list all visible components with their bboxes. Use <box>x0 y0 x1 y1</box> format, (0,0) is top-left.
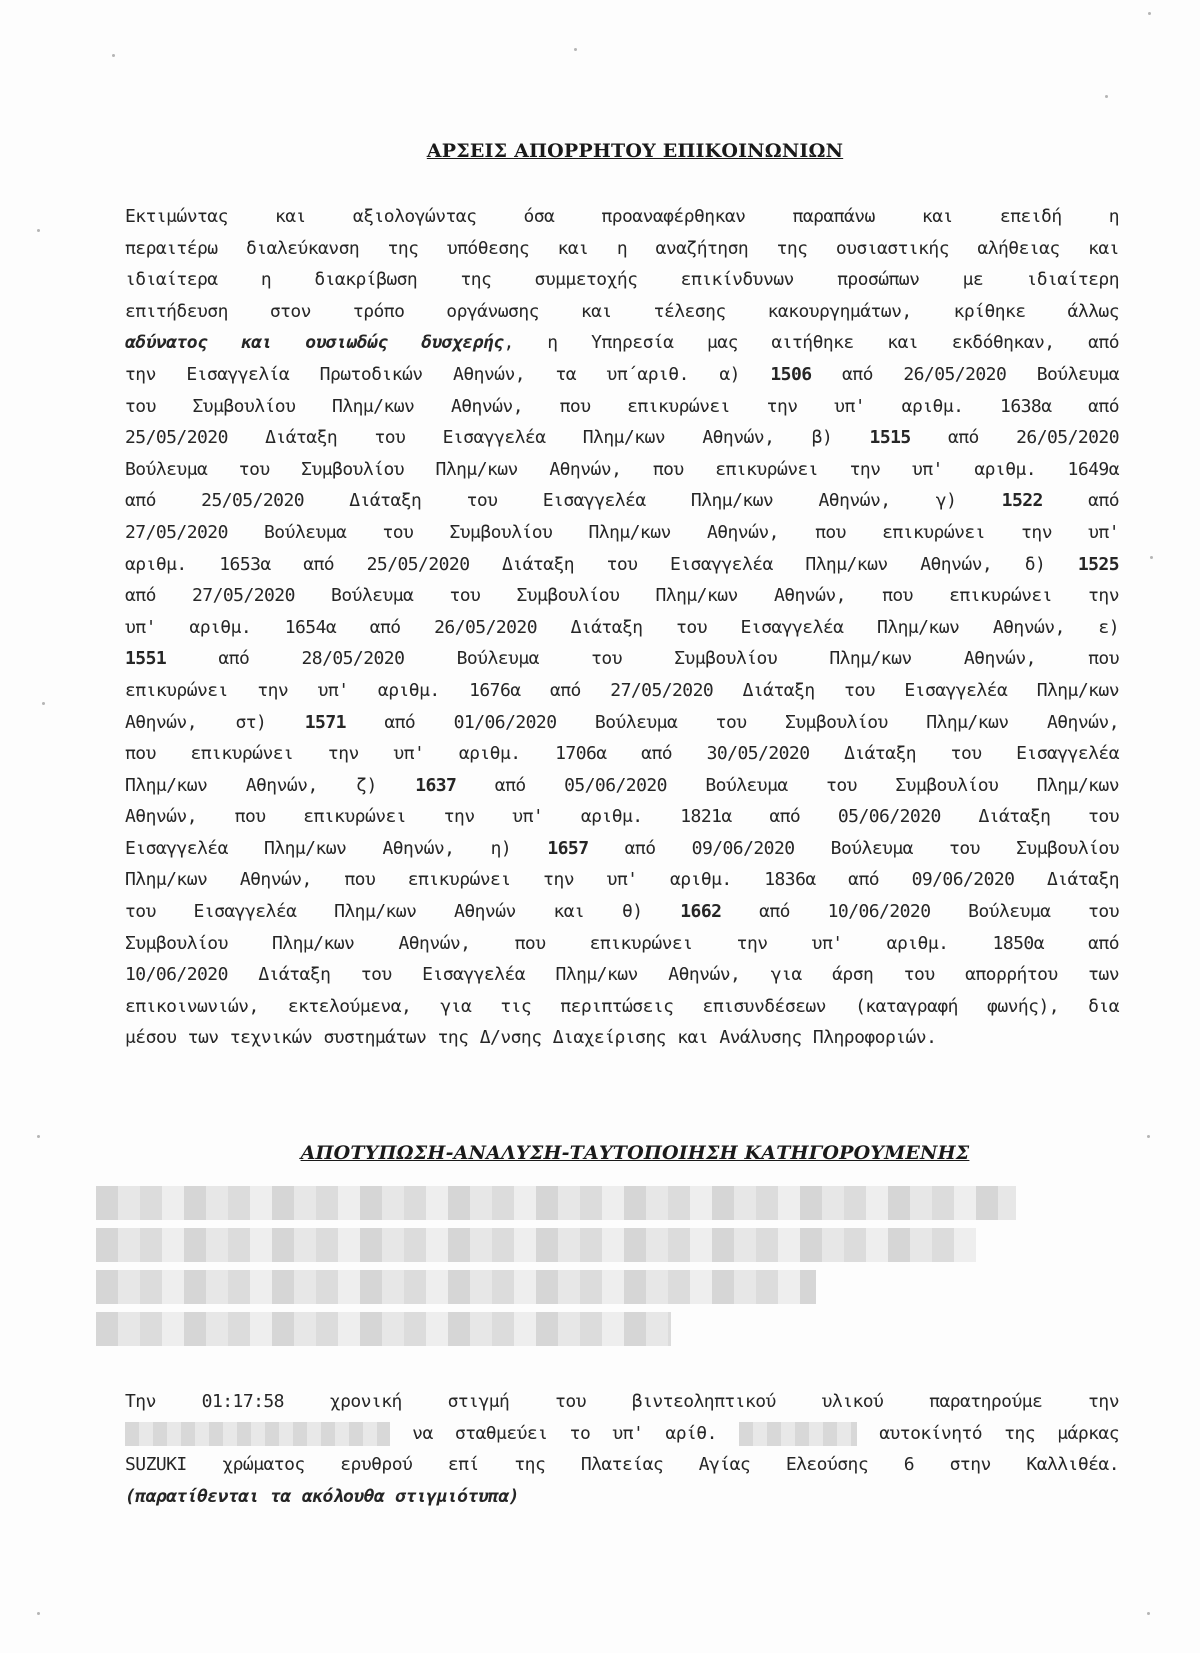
line-text: Εκτιμώντας και αξιολογώντας όσα προαναφέρθηκαν παραπάνω και επειδή η <box>125 206 1119 227</box>
decision-number: 1515 <box>869 427 911 449</box>
paragraph-line <box>125 801 1119 833</box>
paragraph-line <box>125 549 1119 581</box>
paragraph-line <box>125 833 1119 865</box>
line-text: από <box>1042 490 1119 512</box>
paragraph-line <box>125 770 1119 802</box>
decision-number: 1506 <box>770 363 812 385</box>
paragraph-line <box>125 928 1119 960</box>
line-text: από 27/05/2020 Βούλευμα του Συμβουλίου Πλημ/κων Αθηνών, που επικυρώνει την <box>125 585 1119 607</box>
line-text: Συμβουλίου Πλημ/κων Αθηνών, που επικυρώνει την υπ' αριθμ. 1850α από <box>125 932 1119 954</box>
paragraph-communications-secrecy <box>125 201 1119 1054</box>
line-text: από 28/05/2020 Βούλευμα του Συμβουλίου Πλημ/κων Αθηνών, που <box>166 648 1119 670</box>
line-text: υπ' αριθμ. 1654α από 26/05/2020 Διάταξη του Εισαγγελέα Πλημ/κων Αθηνών, ε) <box>125 616 1119 638</box>
paragraph-line <box>125 738 1119 770</box>
redacted-text-block <box>96 1186 1016 1351</box>
line-text: 10/06/2020 Διάταξη του Εισαγγελέα Πλημ/κων Αθηνών, για άρση του απορρήτου των <box>125 964 1119 986</box>
decision-number: 1525 <box>1077 553 1119 575</box>
line-text: Αθηνών, στ) <box>125 711 305 733</box>
paragraph-line <box>125 864 1119 896</box>
paragraph-line <box>125 896 1119 928</box>
line-text: από 01/06/2020 Βούλευμα του Συμβουλίου Πλημ/κων Αθηνών, <box>345 711 1119 733</box>
decision-number: 1662 <box>680 901 722 923</box>
paragraph-line <box>125 517 1119 549</box>
line-text: επιτήδευση στον τρόπο οργάνωσης και τέλεσης κακουργημάτων, κρίθηκε άλλως <box>125 300 1119 322</box>
line-text: από 26/05/2020 Βούλευμα <box>811 363 1120 385</box>
line-text: επικοινωνιών, εκτελούμενα, για τις περιπτώσεις επισυνδέσεων (καταγραφή φωνής), δια <box>125 995 1119 1017</box>
line-text: περαιτέρω διαλεύκανση της υπόθεσης και η αναζήτηση της ουσιαστικής αλήθειας και <box>125 237 1119 259</box>
observation-line-1: Την 01:17:58 χρονική στιγμή του βιντεοληπτικού υλικού παρατηρούμε την <box>125 1391 1119 1412</box>
line-text: από 10/06/2020 Βούλευμα του <box>721 901 1119 923</box>
paragraph-line <box>125 264 1119 296</box>
line-text: 27/05/2020 Βούλευμα του Συμβουλίου Πλημ/κων Αθηνών, που επικυρώνει την υπ' <box>125 521 1119 543</box>
paragraph-line <box>125 485 1119 517</box>
observation-line-2 <box>125 1418 1119 1450</box>
paragraph-line <box>125 233 1119 265</box>
paragraph-line <box>125 643 1119 675</box>
line-text: 25/05/2020 Διάταξη του Εισαγγελέα Πλημ/κων Αθηνών, β) <box>125 427 870 449</box>
line-text: Πλημ/κων Αθηνών, ζ) <box>125 774 416 796</box>
line-text: επικυρώνει την υπ' αριθμ. 1676α από 27/05/2020 Διάταξη του Εισαγγελέα Πλημ/κων <box>125 679 1119 701</box>
decision-number: 1551 <box>125 648 167 670</box>
decision-number: 1571 <box>304 711 346 733</box>
decision-number: 1522 <box>1001 490 1043 512</box>
paragraph-line <box>125 359 1119 391</box>
observation-line-2-text: να σταθμεύει το υπ' αρίθ. <box>412 1422 717 1444</box>
line-text: από 09/06/2020 Βούλευμα του Συμβουλίου <box>588 837 1119 859</box>
paragraph-line <box>125 391 1119 423</box>
line-text: του Συμβουλίου Πλημ/κων Αθηνών, που επικυρώνει την υπ' αριθμ. 1638α από <box>125 395 1119 417</box>
paragraph-line <box>125 201 1119 233</box>
paragraph-line <box>125 422 1119 454</box>
line-text: Βούλευμα του Συμβουλίου Πλημ/κων Αθηνών, που επικυρώνει την υπ' αριθμ. 1649α <box>125 458 1119 480</box>
section-heading-lifting-secrecy: ΑΡΣΕΙΣ ΑΠΟΡΡΗΤΟΥ ΕΠΙΚΟΙΝΩΝΙΩΝ <box>426 140 844 162</box>
observation-line-3: SUZUKI χρώματος ερυθρού επί της Πλατείας Αγίας Ελεούσης 6 στην Καλλιθέα. <box>125 1454 1119 1476</box>
paragraph-line <box>125 327 1119 359</box>
emphasized-phrase: αδύνατος και ουσιωδώς δυσχερής <box>125 332 504 354</box>
paragraph-video-observation <box>125 1386 1119 1512</box>
paragraph-line <box>125 675 1119 707</box>
paragraph-line <box>125 580 1119 612</box>
line-text: την Εισαγγελία Πρωτοδικών Αθηνών, τα υπ΄αριθ. α) <box>125 363 771 385</box>
paragraph-line <box>125 991 1119 1023</box>
paragraph-line <box>125 1022 1119 1054</box>
paragraph-line <box>125 296 1119 328</box>
line-text: από 26/05/2020 <box>910 427 1119 449</box>
line-text: Εισαγγελέα Πλημ/κων Αθηνών, η) <box>125 837 548 859</box>
line-text: του Εισαγγελέα Πλημ/κων Αθηνών και θ) <box>125 901 681 923</box>
section-heading-identification: ΑΠΟΤΥΠΩΣΗ-ΑΝΑΛΥΣΗ-ΤΑΥΤΟΠΟΙΗΣΗ ΚΑΤΗΓΟΡΟΥΜΕΝΗΣ <box>300 1142 970 1164</box>
paragraph-line <box>125 612 1119 644</box>
line-text: ιδιαίτερα η διακρίβωση της συμμετοχής επικίνδυνων προσώπων με ιδιαίτερη <box>125 269 1119 291</box>
decision-number: 1637 <box>415 774 457 796</box>
line-text: Αθηνών, που επικυρώνει την υπ' αριθμ. 1821α από 05/06/2020 Διάταξη του <box>125 806 1119 828</box>
paragraph-line <box>125 454 1119 486</box>
line-text: από 25/05/2020 Διάταξη του Εισαγγελέα Πλημ/κων Αθηνών, γ) <box>125 490 1002 512</box>
redacted-name <box>125 1422 390 1446</box>
line-text: μέσου των τεχνικών συστημάτων της Δ/νσης Διαχείρισης και Ανάλυσης Πληροφοριών. <box>125 1027 937 1049</box>
line-text: , η Υπηρεσία μας αιτήθηκε και εκδόθηκαν, από <box>503 332 1119 354</box>
line-text: αριθμ. 1653α από 25/05/2020 Διάταξη του Εισαγγελέα Πλημ/κων Αθηνών, δ) <box>125 553 1078 575</box>
paragraph-line <box>125 959 1119 991</box>
decision-number: 1657 <box>547 837 589 859</box>
redacted-plate-number <box>739 1422 857 1446</box>
observation-line-2-end: αυτοκίνητό της μάρκας <box>879 1422 1119 1444</box>
observation-line-4 <box>125 1481 1119 1513</box>
line-text: από 05/06/2020 Βούλευμα του Συμβουλίου Πλημ/κων <box>456 774 1119 796</box>
line-text: Πλημ/κων Αθηνών, που επικυρώνει την υπ' αριθμ. 1836α από 09/06/2020 Διάταξη <box>125 869 1119 891</box>
paragraph-line <box>125 707 1119 739</box>
line-text: που επικυρώνει την υπ' αριθμ. 1706α από 30/05/2020 Διάταξη του Εισαγγελέα <box>125 743 1119 765</box>
observation-caption-note: (παρατίθενται τα ακόλουθα στιγμιότυπα) <box>125 1485 519 1507</box>
